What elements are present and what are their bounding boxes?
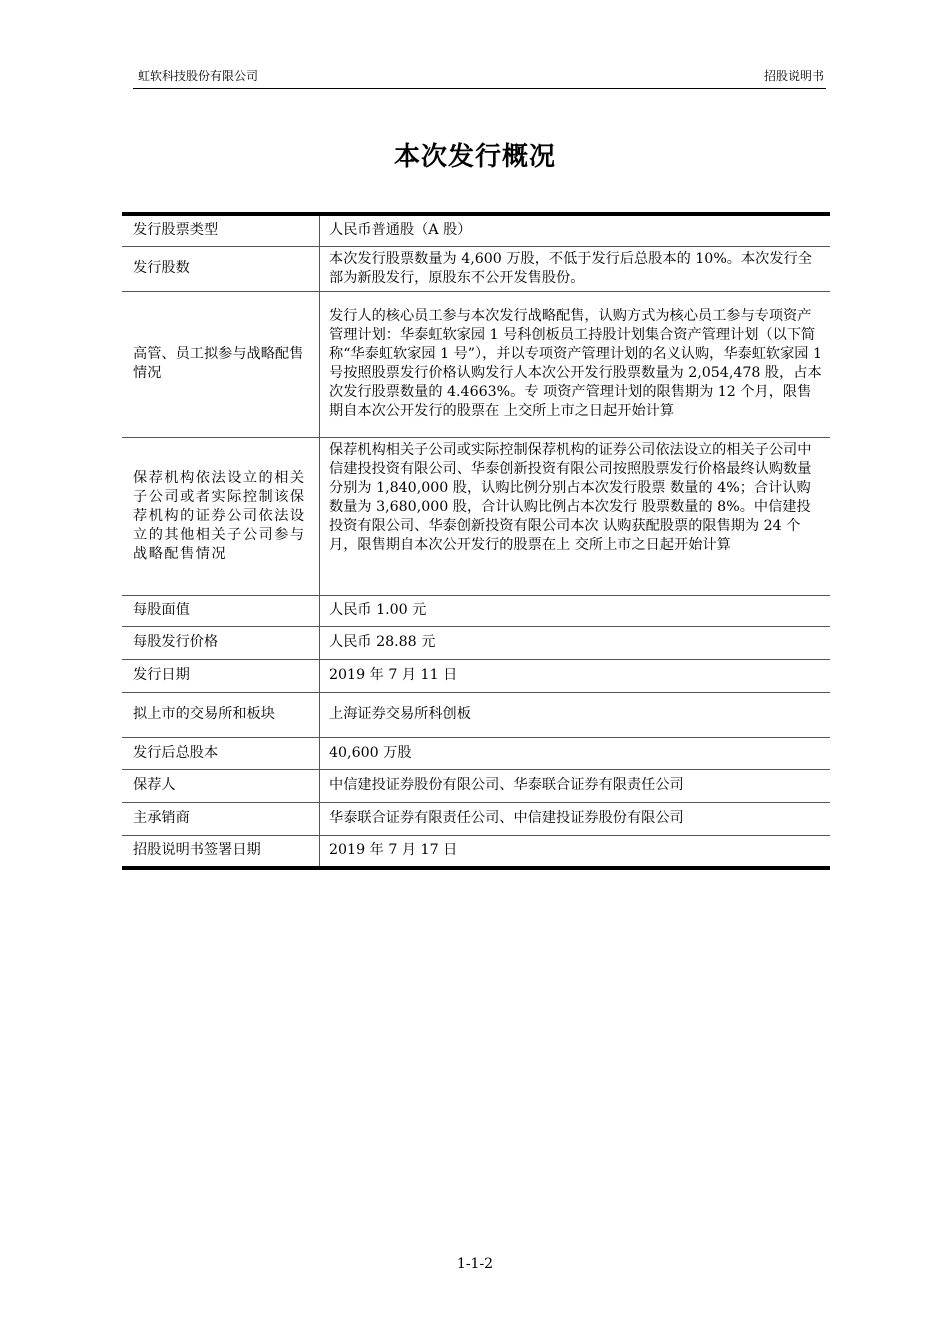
table-row — [122, 769, 830, 802]
row-label: 拟上市的交易所和板块 — [122, 692, 320, 737]
row-label: 每股发行价格 — [122, 626, 320, 659]
row-value: 2019 年 7 月 11 日 — [320, 659, 831, 692]
issuance-summary-table — [122, 212, 830, 870]
row-label: 主承销商 — [122, 802, 320, 835]
table-row — [122, 214, 830, 246]
table-row — [122, 835, 830, 868]
row-label: 每股面值 — [122, 595, 320, 626]
table-row — [122, 246, 830, 291]
row-value: 人民币 1.00 元 — [320, 595, 831, 626]
table-row — [122, 659, 830, 692]
row-value: 人民币普通股（A 股） — [320, 214, 831, 246]
row-value: 中信建投证券股份有限公司、华泰联合证券有限责任公司 — [320, 769, 831, 802]
table-row — [122, 291, 830, 437]
header-company-name: 虹软科技股份有限公司 — [138, 69, 259, 83]
table-row — [122, 737, 830, 769]
row-label: 发行股票类型 — [122, 214, 320, 246]
page-title: 本次发行概况 — [393, 142, 556, 172]
row-value: 2019 年 7 月 17 日 — [320, 835, 831, 868]
table-row — [122, 692, 830, 737]
row-value: 保荐机构相关子公司或实际控制保荐机构的证券公司依法设立的相关子公司中信建投投资有限公司、华泰创新投资有限公司按照股票发行价格最终认购数量分别为 1,840,000 股，认购比例分别占本次发行股票 数量的 4%；合计认购数量为 3,680,000 股，合计认购比例占本次发行 股票数量的 8%。中信建投投资有限公司、华泰创新投资有限公司本次 认购获配股票的限售期为 24 个月，限售期自本次公开发行的股票在上 交所上市之日起开始计算 — [320, 437, 831, 595]
page-number: 1-1-2 — [456, 1256, 494, 1272]
row-label: 高管、员工拟参与战略配售情况 — [122, 291, 320, 437]
table-row — [122, 802, 830, 835]
row-value: 本次发行股票数量为 4,600 万股，不低于发行后总股本的 10%。本次发行全部为新股发行，原股东不公开发售股份。 — [320, 246, 831, 291]
table-row — [122, 626, 830, 659]
row-label: 发行后总股本 — [122, 737, 320, 769]
row-value: 发行人的核心员工参与本次发行战略配售，认购方式为核心员工参与专项资产管理计划：华泰虹软家园 1 号科创板员工持股计划集合资产管理计划（以下简称“华泰虹软家园 1 号”），并以专项资产管理计划的名义认购，华泰虹软家园 1 号按照股票发行价格认购发行人本次公开发行股票数量为 2,054,478 股，占本次发行股票数量的 4.4663%。专 项资产管理计划的限售期为 12 个月，限售期自本次公开发行的股票在 上交所上市之日起开始计算 — [320, 291, 831, 437]
table-row — [122, 437, 830, 595]
row-value: 华泰联合证券有限责任公司、中信建投证券股份有限公司 — [320, 802, 831, 835]
row-value: 人民币 28.88 元 — [320, 626, 831, 659]
header-document-type: 招股说明书 — [763, 69, 824, 83]
row-label: 招股说明书签署日期 — [122, 835, 320, 868]
row-label: 发行股数 — [122, 246, 320, 291]
row-label: 发行日期 — [122, 659, 320, 692]
row-value: 上海证券交易所科创板 — [320, 692, 831, 737]
page-header — [133, 66, 826, 89]
row-value: 40,600 万股 — [320, 737, 831, 769]
row-label: 保荐人 — [122, 769, 320, 802]
table-row — [122, 595, 830, 626]
row-label: 保荐机构依法设立的相关子公司或者实际控制该保荐机构的证券公司依法设立的其他相关子公司参与战略配售情况 — [122, 437, 320, 595]
